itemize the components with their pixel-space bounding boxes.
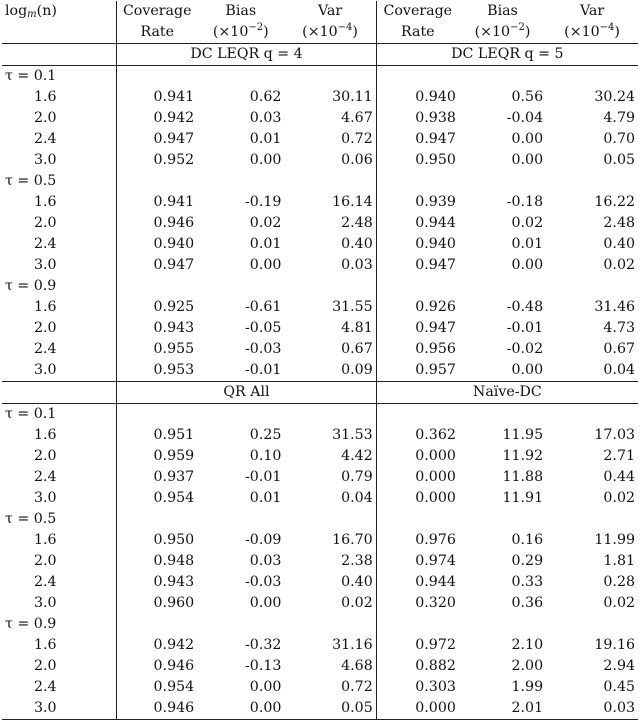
coverage-cell-right: 0.000 (376, 698, 459, 720)
bias-cell-left: -0.01 (245, 469, 282, 485)
log-n-cell: 3.0 (2, 150, 117, 171)
tau-row (2, 509, 638, 530)
var-cell-right: 2.71 (603, 448, 635, 464)
var-scale-left: $(\times 10^{-4})$ (284, 22, 376, 44)
bias-cell-right: 0.33 (511, 574, 544, 590)
table-row (2, 192, 638, 213)
bias-cell-right: 2.00 (511, 658, 544, 674)
coverage-cell-left: 0.942 (153, 637, 195, 653)
header-row-2 (2, 22, 638, 44)
coverage-header-left: Coverage (122, 3, 192, 19)
table-body (2, 44, 638, 720)
table-row (2, 318, 638, 339)
header-row-1 (2, 1, 638, 22)
log-n-cell: 1.6 (2, 87, 117, 108)
var-cell-right: 0.44 (603, 469, 635, 485)
var-cell-left: 0.02 (284, 593, 376, 614)
coverage-cell-right: 0.362 (415, 427, 456, 443)
bias-cell-right: 0.00 (511, 131, 544, 147)
var-cell-left: 0.72 (284, 129, 376, 150)
var-cell-left: 4.81 (284, 318, 376, 339)
log-n-cell: 1.6 (2, 530, 117, 551)
coverage-cell-left: 0.952 (153, 152, 195, 168)
var-cell-right: 16.22 (594, 194, 635, 210)
bias-cell-right: 0.02 (511, 215, 544, 231)
coverage-cell-right: 0.976 (415, 532, 456, 548)
var-cell-left: 2.48 (284, 213, 376, 234)
var-cell-left: 0.06 (284, 150, 376, 171)
coverage-cell-left: 0.946 (153, 215, 195, 231)
coverage-cell-left: 0.940 (153, 236, 195, 252)
var-cell-right: 31.46 (594, 299, 635, 315)
table-row (2, 213, 638, 234)
var-cell-right: 0.05 (603, 152, 635, 168)
bias-header-left: Bias (225, 3, 257, 19)
coverage-cell-left: 0.951 (153, 427, 195, 443)
tau-row (2, 66, 638, 88)
bias-header-right: Bias (487, 3, 518, 19)
bias-cell-right: 2.10 (511, 637, 544, 653)
coverage-cell-right: 0.957 (415, 362, 456, 378)
table-row (2, 572, 638, 593)
log-n-header: $\log_m(n)$ (2, 1, 117, 22)
log-n-cell: 2.4 (2, 572, 117, 593)
var-cell-right: 0.28 (603, 574, 635, 590)
coverage-cell-left: 0.955 (153, 341, 195, 357)
bias-cell-left: -0.32 (245, 637, 282, 653)
coverage-cell-right: 0.956 (415, 341, 456, 357)
bias-cell-right: 0.00 (511, 362, 544, 378)
bias-cell-left: 0.00 (249, 679, 282, 695)
var-cell-right: 11.99 (594, 532, 635, 548)
panel-title-right: DC LEQR q = 5 (376, 44, 638, 66)
bias-cell-right: 0.56 (511, 89, 544, 105)
log-n-cell: 1.6 (2, 635, 117, 656)
var-cell-right: 0.45 (603, 679, 635, 695)
coverage-cell-right: 0.940 (415, 236, 456, 252)
coverage-cell-right: 0.303 (415, 679, 456, 695)
panel-title-row (2, 44, 638, 66)
table-row (2, 234, 638, 255)
bias-cell-left: -0.19 (245, 194, 282, 210)
var-cell-right: 4.79 (603, 110, 635, 126)
table-row (2, 425, 638, 446)
table-row (2, 698, 638, 720)
coverage-cell-left: 0.948 (153, 553, 195, 569)
bias-cell-left: 0.01 (249, 236, 282, 252)
table-row (2, 129, 638, 150)
table-row (2, 339, 638, 360)
table-row (2, 488, 638, 509)
table-row (2, 108, 638, 129)
log-n-cell: 3.0 (2, 255, 117, 276)
bias-cell-right: 0.16 (511, 532, 544, 548)
tau-row (2, 276, 638, 297)
coverage-cell-left: 0.960 (153, 595, 195, 611)
var-cell-left: 0.09 (284, 360, 376, 382)
bias-cell-left: 0.10 (249, 448, 282, 464)
var-cell-left: 0.79 (284, 467, 376, 488)
tau-label: τ = 0.1 (2, 404, 117, 426)
log-n-cell: 2.0 (2, 213, 117, 234)
bias-scale-left: $(\times 10^{-2})$ (212, 22, 269, 40)
tau-label: τ = 0.9 (2, 276, 117, 297)
var-cell-left: 4.42 (284, 446, 376, 467)
bias-cell-left: -0.01 (245, 362, 282, 378)
table-row (2, 297, 638, 318)
coverage-cell-left: 0.943 (153, 574, 195, 590)
log-n-cell: 1.6 (2, 425, 117, 446)
coverage-cell-right: 0.974 (415, 553, 456, 569)
bias-cell-left: 0.00 (249, 257, 282, 273)
bias-cell-left: -0.03 (245, 341, 282, 357)
coverage-cell-right: 0.938 (415, 110, 456, 126)
var-cell-left: 4.68 (284, 656, 376, 677)
var-cell-right: 0.02 (603, 595, 635, 611)
bias-cell-right: 11.88 (502, 469, 544, 485)
bias-cell-right: -0.02 (506, 341, 544, 357)
var-cell-right: 0.40 (603, 236, 635, 252)
var-cell-left: 31.53 (284, 425, 376, 446)
coverage-cell-left: 0.947 (153, 257, 195, 273)
var-cell-right: 2.48 (603, 215, 635, 231)
log-n-cell: 2.0 (2, 318, 117, 339)
log-n-cell: 3.0 (2, 593, 117, 614)
var-cell-right: 19.16 (594, 637, 635, 653)
var-scale-right: $(\times 10^{-4})$ (564, 22, 620, 40)
bias-cell-right: 0.00 (511, 152, 544, 168)
log-n-cell: 2.0 (2, 551, 117, 572)
var-cell-right: 30.24 (594, 89, 635, 105)
var-cell-right: 17.03 (594, 427, 635, 443)
coverage-cell-left: 0.953 (153, 362, 195, 378)
table-row (2, 467, 638, 488)
bias-cell-right: -0.48 (506, 299, 544, 315)
table-row (2, 150, 638, 171)
table-row (2, 656, 638, 677)
var-cell-left: 0.05 (284, 698, 376, 720)
var-cell-left: 16.70 (284, 530, 376, 551)
bias-cell-right: -0.01 (506, 320, 544, 336)
log-n-cell: 3.0 (2, 488, 117, 509)
bias-cell-left: -0.03 (245, 574, 282, 590)
coverage-cell-right: 0.940 (415, 89, 456, 105)
rate-header-right: Rate (401, 24, 435, 40)
coverage-cell-left: 0.954 (153, 490, 195, 506)
bias-cell-left: 0.00 (197, 698, 284, 720)
tau-label: τ = 0.5 (2, 509, 117, 530)
var-cell-right: 0.02 (603, 257, 635, 273)
panel-title-row (2, 382, 638, 404)
table-row (2, 635, 638, 656)
var-cell-right: 2.94 (603, 658, 635, 674)
log-n-cell: 2.4 (2, 677, 117, 698)
coverage-cell-right: 0.000 (415, 469, 456, 485)
tau-label: τ = 0.9 (2, 614, 117, 635)
bias-cell-left: 0.00 (249, 152, 282, 168)
coverage-cell-left: 0.954 (153, 679, 195, 695)
bias-cell-right: 2.01 (459, 698, 546, 720)
coverage-cell-right: 0.926 (415, 299, 456, 315)
table-row (2, 446, 638, 467)
var-cell-left: 16.14 (284, 192, 376, 213)
var-cell-right: 0.67 (603, 341, 635, 357)
var-cell-left: 31.55 (284, 297, 376, 318)
bias-cell-left: 0.03 (249, 110, 282, 126)
table-row (2, 551, 638, 572)
tau-label: τ = 0.1 (2, 66, 117, 88)
coverage-header-right: Coverage (383, 3, 453, 19)
bias-cell-left: 0.03 (249, 553, 282, 569)
coverage-cell-left: 0.937 (153, 469, 195, 485)
log-n-cell: 1.6 (2, 192, 117, 213)
bias-cell-right: -0.18 (506, 194, 544, 210)
results-table (2, 1, 638, 720)
log-n-cell: 2.4 (2, 467, 117, 488)
panel-title-left: QR All (117, 382, 376, 404)
var-cell-right: 0.04 (603, 362, 635, 378)
var-cell-left: 0.40 (284, 572, 376, 593)
coverage-cell-right: 0.947 (415, 320, 456, 336)
bias-cell-left: 0.01 (249, 490, 282, 506)
coverage-cell-left: 0.946 (153, 658, 195, 674)
bias-cell-left: 0.25 (249, 427, 282, 443)
bias-cell-right: 1.99 (511, 679, 544, 695)
table-row (2, 593, 638, 614)
log-n-cell: 2.0 (2, 656, 117, 677)
var-cell-left: 2.38 (284, 551, 376, 572)
coverage-cell-left: 0.943 (153, 320, 195, 336)
log-n-cell: 2.0 (2, 446, 117, 467)
var-cell-left: 0.72 (284, 677, 376, 698)
coverage-cell-left: 0.959 (153, 448, 195, 464)
tau-row (2, 404, 638, 426)
coverage-cell-right: 0.944 (415, 215, 456, 231)
bias-cell-left: 0.00 (249, 595, 282, 611)
var-cell-left: 4.67 (284, 108, 376, 129)
var-cell-right: 0.02 (603, 490, 635, 506)
bias-cell-left: 0.62 (249, 89, 282, 105)
coverage-cell-left: 0.950 (153, 532, 195, 548)
log-n-cell: 3.0 (2, 698, 117, 720)
bias-cell-left: -0.61 (245, 299, 282, 315)
coverage-cell-right: 0.944 (415, 574, 456, 590)
coverage-cell-left: 0.942 (153, 110, 195, 126)
table-row (2, 360, 638, 382)
coverage-cell-left: 0.947 (153, 131, 195, 147)
var-cell-right: 1.81 (603, 553, 635, 569)
coverage-cell-right: 0.882 (415, 658, 456, 674)
coverage-cell-left: 0.941 (153, 194, 195, 210)
var-cell-left: 31.16 (284, 635, 376, 656)
coverage-cell-left: 0.941 (153, 89, 195, 105)
coverage-cell-right: 0.000 (415, 448, 456, 464)
table-row (2, 255, 638, 276)
coverage-cell-right: 0.972 (415, 637, 456, 653)
bias-cell-left: -0.13 (245, 658, 282, 674)
coverage-cell-right: 0.947 (415, 131, 456, 147)
table-row (2, 530, 638, 551)
panel-title-left: DC LEQR q = 4 (117, 44, 376, 66)
log-n-cell: 2.4 (2, 234, 117, 255)
var-cell-left: 30.11 (284, 87, 376, 108)
bias-cell-right: 11.91 (502, 490, 544, 506)
coverage-cell-right: 0.000 (415, 490, 456, 506)
coverage-cell-right: 0.947 (415, 257, 456, 273)
bias-cell-right: 0.29 (511, 553, 544, 569)
panel-title-right: Naïve-DC (376, 382, 638, 404)
bias-cell-right: 0.36 (511, 595, 544, 611)
tau-row (2, 171, 638, 192)
table-row (2, 677, 638, 698)
coverage-cell-right: 0.320 (415, 595, 456, 611)
var-cell-right: 0.70 (603, 131, 635, 147)
rate-header-left: Rate (140, 24, 175, 40)
log-n-cell: 2.4 (2, 129, 117, 150)
var-cell-right: 0.03 (546, 698, 638, 720)
bias-scale-right: $(\times 10^{-2})$ (474, 22, 531, 40)
var-header-left: Var (284, 1, 376, 22)
bias-cell-left: 0.02 (249, 215, 282, 231)
coverage-cell-left: 0.925 (153, 299, 195, 315)
var-header-right: Var (579, 3, 605, 19)
bias-cell-left: -0.09 (245, 532, 282, 548)
var-cell-left: 0.40 (284, 234, 376, 255)
var-cell-left: 0.03 (284, 255, 376, 276)
table-row (2, 87, 638, 108)
log-n-cell: 1.6 (2, 297, 117, 318)
log-n-cell: 3.0 (2, 360, 117, 382)
var-cell-left: 0.67 (284, 339, 376, 360)
bias-cell-right: 11.92 (502, 448, 544, 464)
tau-row (2, 614, 638, 635)
log-n-cell: 2.4 (2, 339, 117, 360)
coverage-cell-right: 0.950 (415, 152, 456, 168)
log-n-cell: 2.0 (2, 108, 117, 129)
coverage-cell-right: 0.939 (415, 194, 456, 210)
bias-cell-left: 0.01 (249, 131, 282, 147)
bias-cell-left: -0.05 (245, 320, 282, 336)
bias-cell-right: 0.01 (511, 236, 544, 252)
var-cell-right: 4.73 (603, 320, 635, 336)
coverage-cell-left: 0.946 (117, 698, 197, 720)
bias-cell-right: 11.95 (502, 427, 544, 443)
var-cell-left: 0.04 (284, 488, 376, 509)
bias-cell-right: -0.04 (506, 110, 544, 126)
bias-cell-right: 0.00 (511, 257, 544, 273)
tau-label: τ = 0.5 (2, 171, 117, 192)
